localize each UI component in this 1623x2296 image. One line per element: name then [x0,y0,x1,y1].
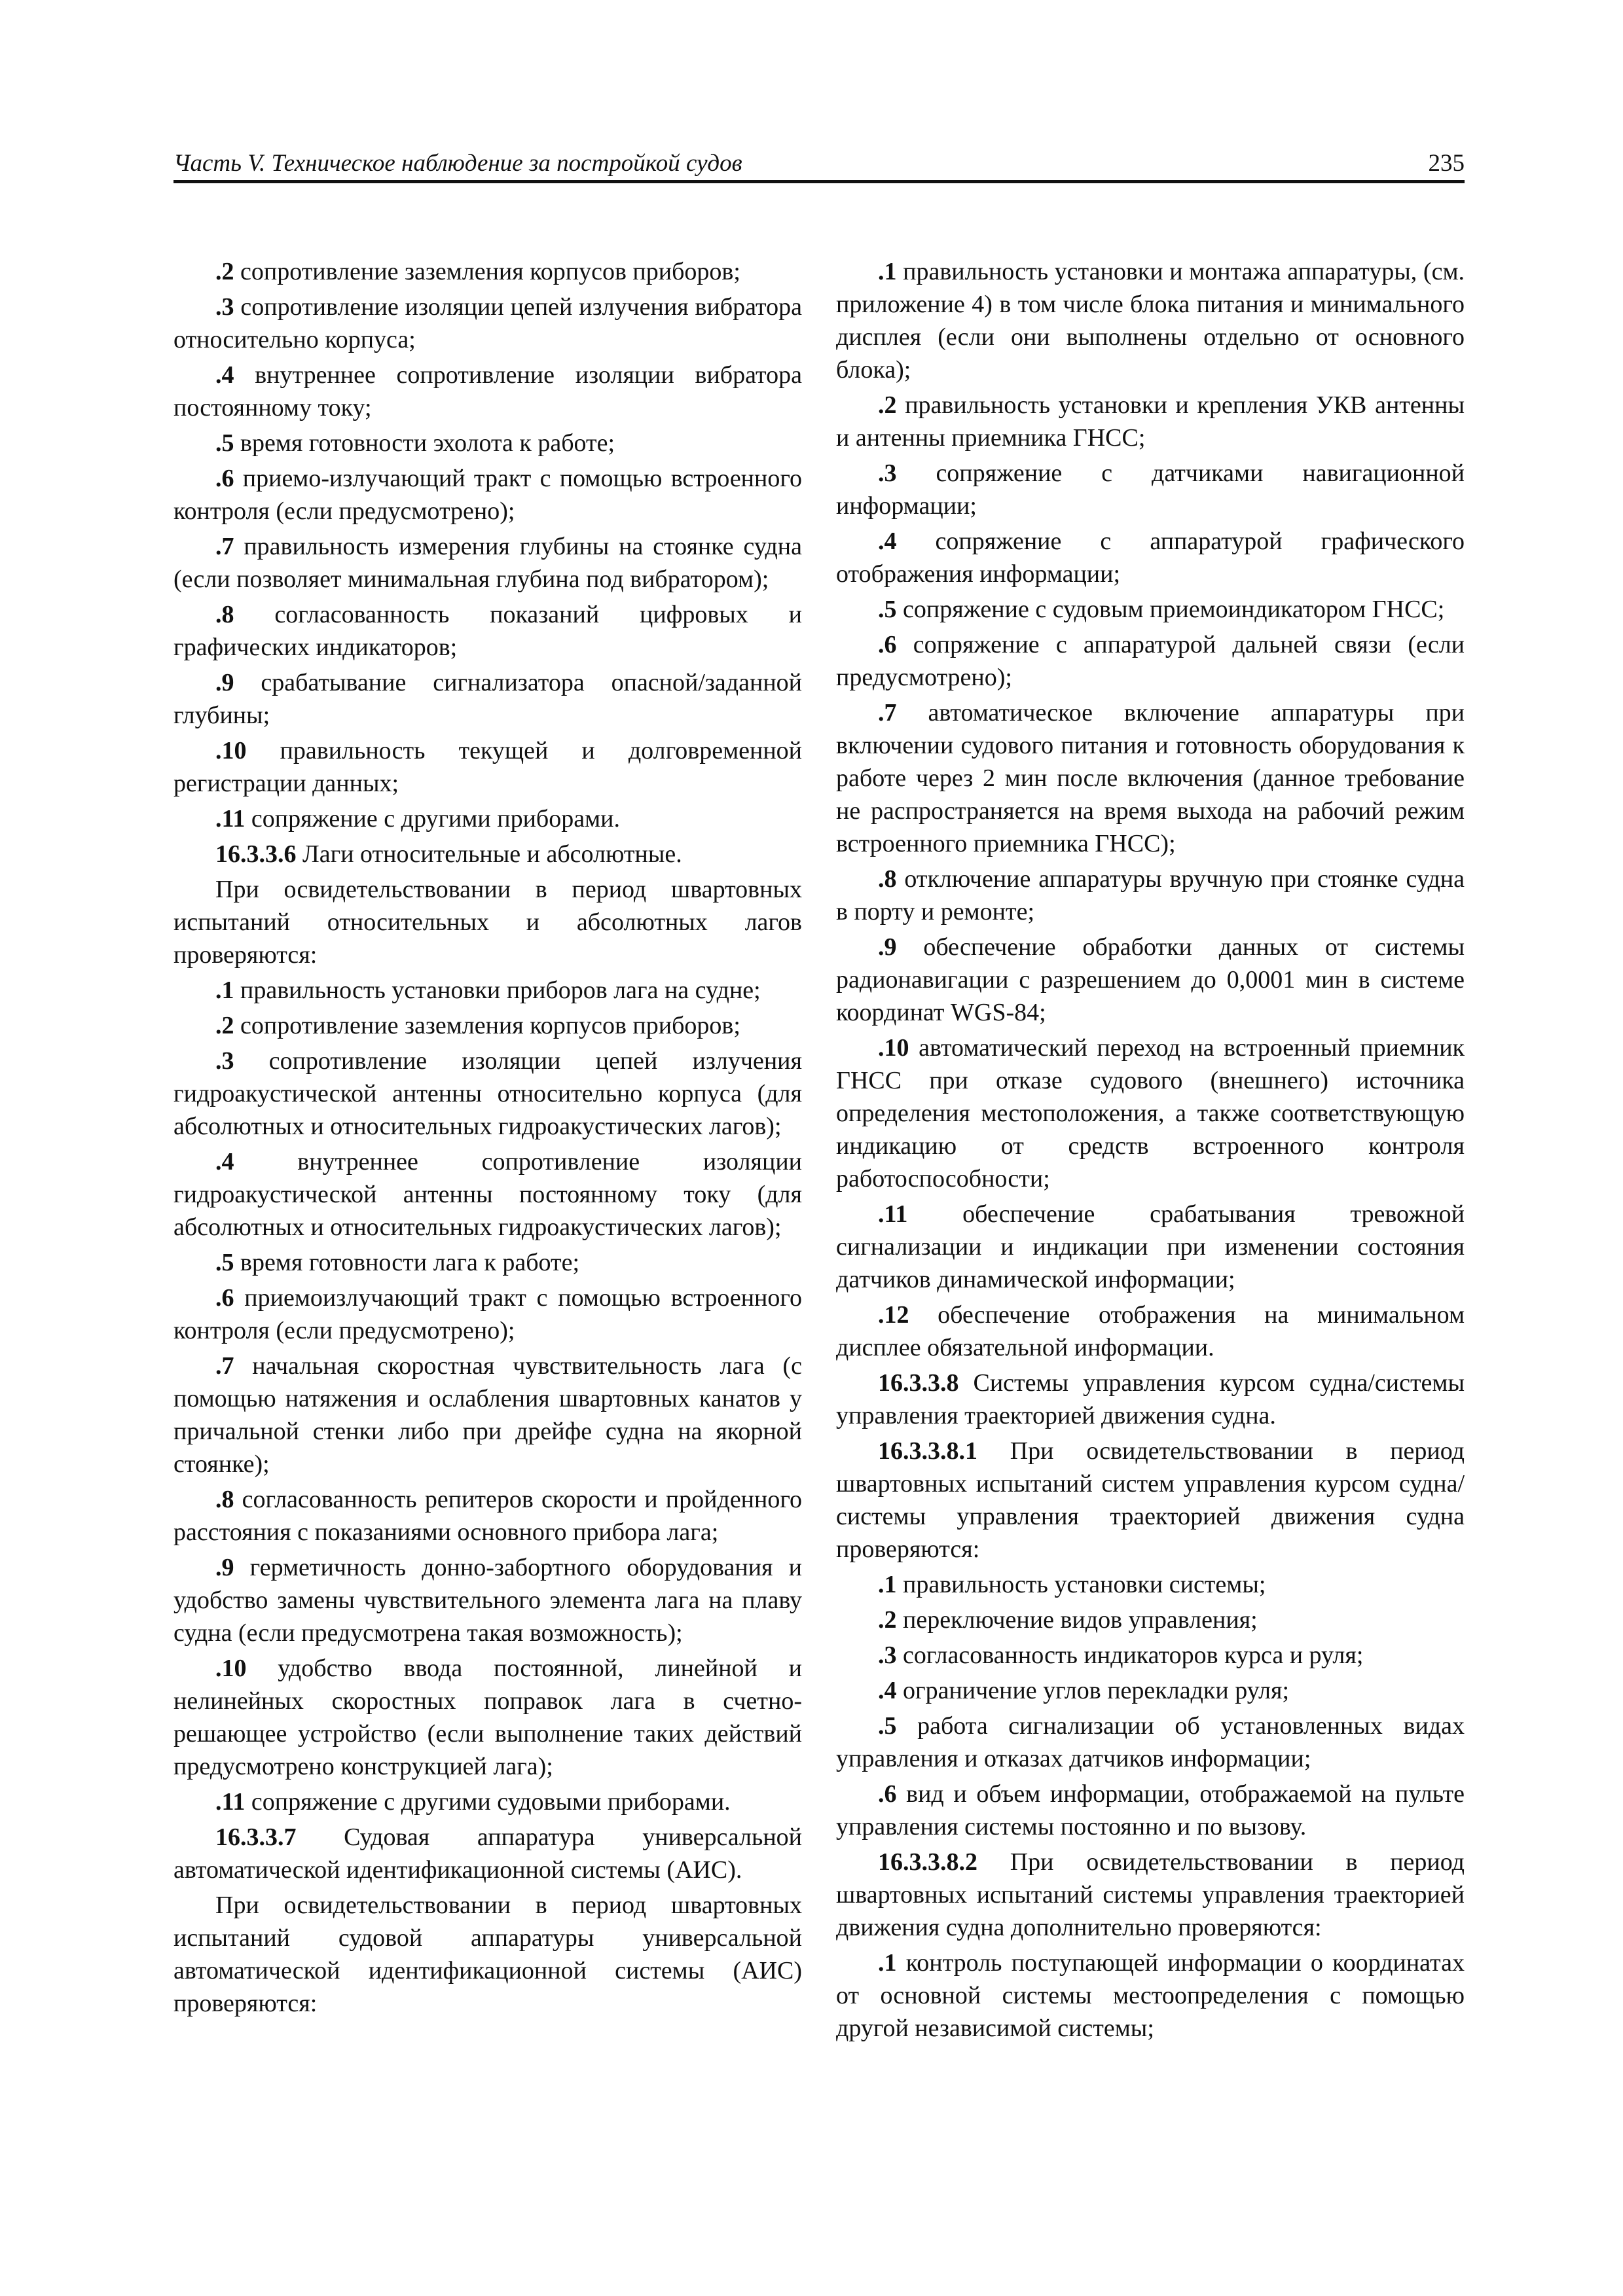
item-number: .4 [878,528,897,555]
item-number: .10 [215,1655,247,1682]
item-number: .1 [215,977,234,1004]
item-text: сопротивление заземления корпусов приборов; [234,258,740,285]
paragraph [836,1198,1465,1296]
item-number: .2 [878,391,897,419]
paragraph [173,291,802,356]
item-number: .11 [878,1200,908,1228]
paragraph [173,838,802,870]
item-number: .5 [878,1712,897,1740]
item-text: правильность установки и крепления УКВ антенны и антенны приемника ГНСС; [836,391,1465,452]
item-text: герметичность донно-забортного оборудования и удобство замены чувствительного элемента лага на плаву судна (если предусмотрена такая возможность); [173,1554,802,1647]
item-text: приемоизлучающий тракт с помощью встроенного контроля (если предусмотрено); [173,1284,802,1344]
paragraph [836,1604,1465,1636]
item-text: сопротивление изоляции цепей излучения вибратора относительно корпуса; [173,293,802,353]
item-text: сопряжение с другими судовыми приборами. [245,1788,731,1816]
item-text: При освидетельствовании в период швартовных испытаний судовой аппаратуры универсальной автоматической идентификационной системы (АИС) проверяются: [173,1892,802,2017]
paragraph [836,1639,1465,1672]
item-number: .12 [878,1301,909,1329]
paragraph [173,1145,802,1244]
item-text: сопряжение с другими приборами. [245,805,621,833]
item-text: отключение аппаратуры вручную при стоянке судна в порту и ремонте; [836,865,1465,925]
item-number: .6 [215,465,234,492]
paragraph [173,598,802,664]
item-text: начальная скоростная чувствительность лага (с помощью натяжения и ослабления швартовных канатов у причальной стенки либо при дрейфе судна на якорной стоянке); [173,1352,802,1478]
item-text: правильность измерения глубины на стоянке судна (если позволяет минимальная глубина под вибратором); [173,533,802,593]
item-number: .3 [215,293,234,321]
item-text: вид и объем информации, отображаемой на пульте управления системы постоянно и по вызову. [836,1780,1465,1840]
item-number: .6 [878,631,897,658]
item-text: работа сигнализации об установленных видах управления и отказах датчиков информации; [836,1712,1465,1772]
paragraph [173,1045,802,1143]
item-number: 16.3.3.8.2 [878,1848,977,1876]
paragraph [173,974,802,1007]
item-number: .6 [215,1284,234,1312]
item-text: сопряжение с аппаратурой графического отображения информации; [836,528,1465,588]
paragraph [173,1551,802,1649]
item-number: .10 [215,737,247,764]
item-text: внутреннее сопротивление изоляции гидроакустической антенны постоянному току (для абсолютных и относительных гидроакустических лагов); [173,1148,802,1241]
item-number: .7 [215,533,234,560]
paragraph [836,389,1465,454]
item-text: правильность установки приборов лага на судне; [234,977,761,1004]
item-text: согласованность показаний цифровых и графических индикаторов; [173,601,802,661]
paragraph [836,696,1465,860]
item-text: сопротивление заземления корпусов приборов; [234,1012,740,1039]
item-text: При освидетельствовании в период швартовных испытаний систем управления курсом судна/системы управления траекторией движения судна проверяются: [836,1437,1465,1563]
item-number: .2 [215,1012,234,1039]
item-number: 16.3.3.7 [215,1823,297,1851]
item-text: обеспечение отображения на минимальном дисплее обязательной информации. [836,1301,1465,1361]
item-number: 16.3.3.6 [215,840,297,868]
item-text: При освидетельствовании в период швартовных испытаний системы управления траекторией движения судна дополнительно проверяются: [836,1848,1465,1941]
paragraph [836,1435,1465,1566]
item-text: удобство ввода постоянной, линейной и нелинейных скоростных поправок лага в счетно-решающее устройство (если выполнение таких действий предусмотрено конструкцией лага); [173,1655,802,1780]
paragraph [836,1299,1465,1364]
item-text: обеспечение срабатывания тревожной сигнализации и индикации при изменении состояния датчиков динамической информации; [836,1200,1465,1293]
item-text: сопротивление изоляции цепей излучения гидроакустической антенны относительно корпуса (для абсолютных и относительных гидроакустических лагов); [173,1047,802,1140]
item-number: .1 [878,1949,897,1977]
item-text: время готовности эхолота к работе; [234,429,615,457]
paragraph [173,1350,802,1480]
item-text: Системы управления курсом судна/системы управления траекторией движения судна. [836,1369,1465,1429]
item-number: .4 [215,1148,234,1175]
item-number: .11 [215,1788,246,1816]
item-number: .8 [215,1486,234,1513]
paragraph [173,734,802,800]
item-number: .1 [878,258,897,285]
paragraph [173,1009,802,1042]
page-number: 235 [1428,150,1465,177]
paragraph [836,1846,1465,1944]
item-text: срабатывание сигнализатора опасной/заданной глубины; [173,669,802,729]
left-column [173,255,802,2022]
paragraph [173,1246,802,1279]
item-number: .4 [878,1677,897,1704]
paragraph [836,1778,1465,1843]
item-number: .11 [215,805,246,833]
item-number: .3 [878,1641,897,1669]
item-text: Лаги относительные и абсолютные. [296,840,682,868]
item-text: контроль поступающей информации о координатах от основной системы местоопределения с помощью другой независимой системы; [836,1949,1465,2042]
item-number: .9 [215,669,234,696]
paragraph [836,1367,1465,1432]
item-text: сопряжение с судовым приемоиндикатором ГНСС; [896,596,1445,623]
paragraph [173,1785,802,1818]
item-number: .8 [878,865,897,893]
item-text: время готовности лага к работе; [234,1249,580,1276]
item-number: .3 [215,1047,234,1075]
paragraph [836,628,1465,694]
paragraph [173,666,802,732]
item-number: .6 [878,1780,897,1808]
item-text: ограничение углов перекладки руля; [896,1677,1290,1704]
item-number: .5 [215,429,234,457]
paragraph [173,1889,802,2020]
paragraph [836,1710,1465,1775]
item-text: переключение видов управления; [896,1606,1258,1634]
item-number: .9 [215,1554,234,1581]
paragraph [173,1483,802,1549]
item-text: Судовая аппаратура универсальной автоматической идентификационной системы (АИС). [173,1823,802,1884]
item-number: .8 [215,601,234,628]
paragraph [173,1652,802,1783]
item-text: правильность установки системы; [896,1571,1266,1598]
running-header [173,147,1465,183]
item-number: 16.3.3.8 [878,1369,959,1397]
item-text: правильность установки и монтажа аппаратуры, (см. приложение 4) в том числе блока питания и минимального дисплея (если они выполнены отдельно от основного блока); [836,258,1465,384]
item-number: .5 [215,1249,234,1276]
paragraph [173,255,802,288]
paragraph [836,255,1465,386]
item-number: .2 [878,1606,897,1634]
item-text: обеспечение обработки данных от системы радионавигации с разрешением до 0,0001 мин в системе координат WGS-84; [836,933,1465,1026]
item-number: .5 [878,596,897,623]
right-column [836,255,1465,2047]
item-text: внутреннее сопротивление изоляции вибратора постоянному току; [173,361,802,422]
paragraph [173,873,802,971]
paragraph [173,530,802,596]
paragraph [836,931,1465,1029]
paragraph [173,1821,802,1886]
item-number: .3 [878,459,897,487]
item-number: .10 [878,1034,909,1062]
paragraph [836,1946,1465,2045]
item-number: .1 [878,1571,897,1598]
item-number: .2 [215,258,234,285]
paragraph [836,863,1465,928]
paragraph [173,427,802,459]
item-text: сопряжение с датчиками навигационной информации; [836,459,1465,520]
item-text: автоматический переход на встроенный приемник ГНСС при отказе судового (внешнего) источника определения местоположения, а также соответствующую индикацию от средств встроенного контроля работоспособности; [836,1034,1465,1193]
item-text: автоматическое включение аппаратуры при включении судового питания и готовность оборудования к работе через 2 мин после включения (данное требование не распространяется на время выхода на рабочий режим встроенного приемника ГНСС); [836,699,1465,857]
item-text: При освидетельствовании в период швартовных испытаний относительных и абсолютных лагов проверяются: [173,876,802,969]
paragraph [173,802,802,835]
paragraph [836,525,1465,590]
paragraph [173,1282,802,1347]
paragraph [836,1674,1465,1707]
header-title: Часть V. Техническое наблюдение за постройкой судов [173,150,742,177]
item-text: правильность текущей и долговременной регистрации данных; [173,737,802,797]
item-text: приемо-излучающий тракт с помощью встроенного контроля (если предусмотрено); [173,465,802,525]
paragraph [836,1031,1465,1195]
paragraph [173,462,802,528]
item-number: .7 [215,1352,234,1380]
paragraph [173,359,802,424]
item-number: .7 [878,699,897,726]
item-text: сопряжение с аппаратурой дальней связи (если предусмотрено); [836,631,1465,691]
paragraph [836,593,1465,626]
item-number: 16.3.3.8.1 [878,1437,977,1465]
item-number: .4 [215,361,234,389]
item-number: .9 [878,933,897,961]
item-text: согласованность репитеров скорости и пройденного расстояния с показаниями основного прибора лага; [173,1486,802,1546]
paragraph [836,1568,1465,1601]
paragraph [836,457,1465,522]
item-text: согласованность индикаторов курса и руля; [896,1641,1364,1669]
